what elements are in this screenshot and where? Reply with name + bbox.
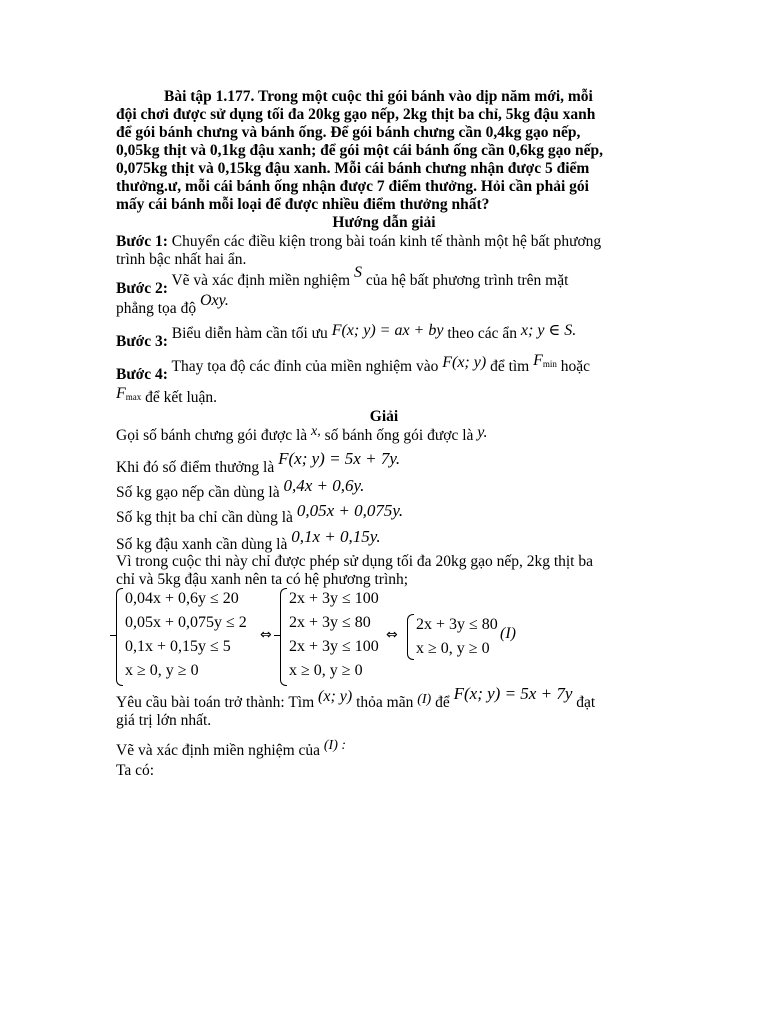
guide-heading: Hướng dẫn giải xyxy=(332,214,436,231)
solution-line-8-b: thỏa mãn xyxy=(352,694,418,711)
step-3-formula: F(x; y) = ax + by xyxy=(331,322,444,339)
step-2-oxy: Oxy. xyxy=(199,292,229,309)
step-3-text-b: theo các ẩn xyxy=(443,325,521,342)
ref-i-2: (I) : xyxy=(323,738,347,753)
solution-line-9: giá trị lớn nhất. xyxy=(116,712,212,729)
bean-formula: 0,1x + 0,15y. xyxy=(291,527,381,546)
step-4-text-a: Thay tọa độ các đỉnh của miền nghiệm vào xyxy=(167,358,443,375)
problem-line-2: đội chơi được sử dụng tối đa 20kg gạo nếp, 2kg thịt ba chỉ, 5kg đậu xanh xyxy=(116,106,596,123)
solution-line-4-a: Số kg thịt ba chỉ cần dùng là xyxy=(116,509,297,526)
solution-line-8 xyxy=(116,684,596,713)
solution-line-4 xyxy=(116,501,404,527)
step-4-text-c: hoặc xyxy=(556,358,591,375)
step-2-line-2 xyxy=(116,292,229,318)
step-3-label: Bước 3: xyxy=(116,333,168,350)
sys1-row-4: x ≥ 0, y ≥ 0 xyxy=(125,662,199,679)
step-4-fmax: F xyxy=(116,385,126,402)
step-4-text-d: để kết luận. xyxy=(141,389,218,406)
step-1-text: Chuyển các điều kiện trong bài toán kinh tế thành một hệ bất phương xyxy=(167,233,602,250)
solution-heading: Giải xyxy=(369,408,399,425)
step-4-label: Bước 4: xyxy=(116,366,168,383)
sys2-row-3: 2x + 3y ≤ 100 xyxy=(289,638,379,655)
sys1-row-1: 0,04x + 0,6y ≤ 20 xyxy=(125,590,239,607)
ref-i: (I) xyxy=(417,692,432,707)
step-4-max-sub: max xyxy=(125,392,142,402)
pair-xy: (x; y) xyxy=(318,688,353,705)
equiv-arrow-2: ⇔ xyxy=(386,627,398,643)
step-3 xyxy=(116,322,577,350)
solution-line-2-a: Khi đó số điểm thưởng là xyxy=(116,459,279,476)
step-2-label: Bước 2: xyxy=(116,280,168,297)
problem-line-6: thưởng.ư, mỗi cái bánh ống nhận được 7 điểm thưởng. Hỏi cần phải gói xyxy=(116,178,589,195)
solution-line-5 xyxy=(116,527,381,554)
step-4-text-b: để tìm xyxy=(486,358,534,375)
step-2 xyxy=(116,264,569,297)
step-4-min-sub: min xyxy=(542,359,557,369)
solution-line-8-a: Yêu cầu bài toán trở thành: Tìm xyxy=(116,694,319,711)
step-1-line-2: trình bậc nhất hai ẩn. xyxy=(116,251,247,268)
solution-line-11: Ta có: xyxy=(116,762,155,779)
solution-line-1-b: số bánh ống gói được là xyxy=(320,427,478,444)
sys2-row-1: 2x + 3y ≤ 100 xyxy=(289,590,379,607)
solution-line-6: Vì trong cuộc thi này chỉ được phép sử dụng tối đa 20kg gạo nếp, 2kg thịt ba xyxy=(116,553,593,570)
sys3-row-2: x ≥ 0, y ≥ 0 xyxy=(416,640,490,657)
brace-3 xyxy=(407,614,414,660)
solution-line-8-d: đạt xyxy=(572,694,596,711)
step-4-fmin: F xyxy=(533,352,543,369)
solution-line-8-c: để xyxy=(431,694,454,711)
step-4 xyxy=(116,352,591,383)
var-x: x, xyxy=(311,424,321,439)
step-3-text-a: Biểu diễn hàm cần tối ưu xyxy=(167,325,332,342)
objective-formula: F(x; y) = 5x + 7y xyxy=(453,684,573,703)
brace-1 xyxy=(116,588,123,686)
solution-line-2 xyxy=(116,449,401,477)
sys3-row-1: 2x + 3y ≤ 80 xyxy=(416,616,498,633)
var-y: y. xyxy=(477,424,488,441)
step-2-set-s: S xyxy=(354,264,362,281)
sys1-row-3: 0,1x + 0,15y ≤ 5 xyxy=(125,638,231,655)
solution-line-10-a: Vẽ và xác định miền nghiệm của xyxy=(116,742,324,759)
solution-line-1 xyxy=(116,424,488,446)
step-2-text-b: của hệ bất phương trình trên mặt xyxy=(362,272,569,289)
step-4-line-2 xyxy=(116,385,218,408)
equiv-arrow-1: ⇔ xyxy=(260,627,272,643)
rice-formula: 0,4x + 0,6y. xyxy=(283,476,365,495)
sys2-row-4: x ≥ 0, y ≥ 0 xyxy=(289,662,363,679)
solution-line-10 xyxy=(116,738,347,761)
step-2-line-2-text: phẳng tọa độ xyxy=(116,300,200,317)
meat-formula: 0,05x + 0,075y. xyxy=(296,501,404,520)
problem-line-1: Bài tập 1.177. Trong một cuộc thi gói bánh vào dịp năm mới, mỗi xyxy=(164,88,593,105)
step-2-text-a: Vẽ và xác định miền nghiệm xyxy=(167,272,354,289)
step-3-cond: x; y ∈ S. xyxy=(520,322,577,339)
step-1-label: Bước 1: xyxy=(116,233,168,250)
problem-line-7: mấy cái bánh mỗi loại để được nhiều điểm thưởng nhất? xyxy=(116,196,490,213)
system-label-i: (I) xyxy=(500,625,516,642)
solution-line-3 xyxy=(116,476,365,502)
solution-line-7: chỉ và 5kg đậu xanh nên ta có hệ phương trình; xyxy=(116,571,409,588)
problem-line-5: 0,075kg thịt và 0,15kg đậu xanh. Mỗi cái bánh chưng nhận được 5 điểm xyxy=(116,160,590,177)
problem-line-3: để gói bánh chưng và bánh ống. Để gói bánh chưng cần 0,4kg gạo nếp, xyxy=(116,124,581,141)
solution-line-3-a: Số kg gạo nếp cần dùng là xyxy=(116,484,284,501)
step-4-f: F(x; y) xyxy=(442,354,487,371)
inequality-system-1 xyxy=(116,588,256,688)
sys2-row-2: 2x + 3y ≤ 80 xyxy=(289,614,371,631)
sys1-row-2: 0,05x + 0,075y ≤ 2 xyxy=(125,614,247,631)
problem-line-4: 0,05kg thịt và 0,1kg đậu xanh; để gói một cái bánh ống cần 0,6kg gạo nếp, xyxy=(116,142,604,159)
solution-line-5-a: Số kg đậu xanh cần dùng là xyxy=(116,536,292,553)
solution-line-1-a: Gọi số bánh chưng gói được là xyxy=(116,427,312,444)
brace-2 xyxy=(280,588,287,686)
step-1 xyxy=(116,233,601,251)
inequality-system-2 xyxy=(280,588,390,688)
points-formula: F(x; y) = 5x + 7y. xyxy=(278,449,401,468)
